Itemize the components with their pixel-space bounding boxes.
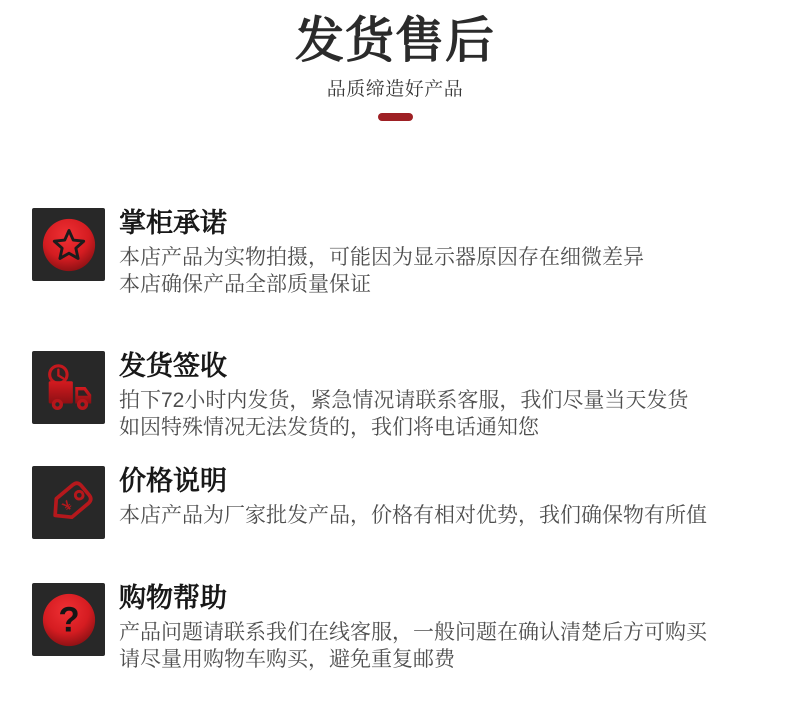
section-body-line: 产品问题请联系我们在线客服，一般问题在确认清楚后方可购买 xyxy=(119,621,707,644)
section-icon-tile xyxy=(32,583,105,656)
section-title: 掌柜承诺 xyxy=(119,208,227,238)
section-body-line: 如因特殊情况无法发货的，我们将电话通知您 xyxy=(119,416,539,439)
page-title: 发货售后 xyxy=(294,14,495,68)
section-icon-tile xyxy=(32,466,105,539)
section-body-line: 本店产品为厂家批发产品，价格有相对优势，我们确保物有所值 xyxy=(119,504,707,527)
question-mark-icon xyxy=(40,591,98,649)
section-icon-tile xyxy=(32,208,105,281)
section-text xyxy=(119,583,707,673)
section-title: 购物帮助 xyxy=(119,583,227,613)
section-shopping-help xyxy=(32,583,707,673)
header xyxy=(0,0,790,121)
section-body-line: 本店确保产品全部质量保证 xyxy=(119,273,371,296)
section-body xyxy=(119,244,644,298)
section-text xyxy=(119,466,707,529)
section-price-explanation xyxy=(32,466,707,539)
price-tag-icon xyxy=(40,474,98,532)
section-title: 价格说明 xyxy=(119,466,227,496)
section-shipping-receipt xyxy=(32,351,688,441)
section-body xyxy=(119,387,688,441)
section-title: 发货签收 xyxy=(119,351,227,381)
title-underline xyxy=(378,113,413,121)
section-text xyxy=(119,351,688,441)
star-icon xyxy=(40,216,98,274)
section-icon-tile xyxy=(32,351,105,424)
delivery-truck-icon xyxy=(40,359,98,417)
yen-glyph: ¥ xyxy=(59,497,75,514)
section-shopkeeper-promise xyxy=(32,208,644,298)
section-body-line: 拍下72小时内发货，紧急情况请联系客服，我们尽量当天发货 xyxy=(119,389,689,412)
section-text xyxy=(119,208,644,298)
section-body-line: 本店产品为实物拍摄，可能因为显示器原因存在细微差异 xyxy=(119,246,644,269)
question-glyph: ? xyxy=(57,600,80,640)
section-body xyxy=(119,502,707,529)
section-body xyxy=(119,619,707,673)
page-subtitle: 品质缔造好产品 xyxy=(326,79,464,100)
section-body-line: 请尽量用购物车购买，避免重复邮费 xyxy=(119,648,455,671)
